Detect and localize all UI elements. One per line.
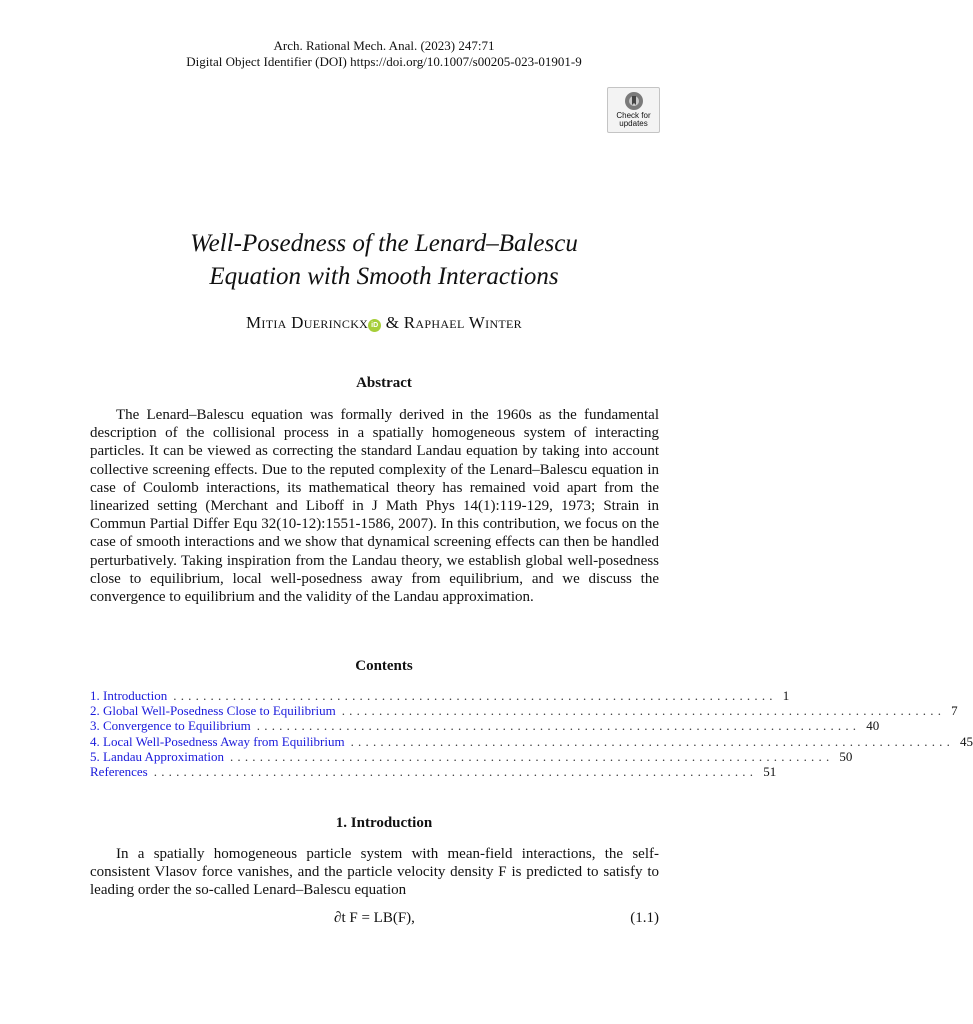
contents-heading: Contents	[355, 658, 413, 674]
author-name: Mitia Duerinckx	[246, 313, 369, 332]
bookmark-ribbon-icon	[621, 91, 647, 111]
toc-page-number: 50	[839, 748, 853, 764]
toc-leader-dots: .................................................................................	[341, 703, 946, 719]
toc-leader-dots: .................................................................................	[153, 764, 758, 780]
toc-page-number: 1	[782, 688, 790, 703]
toc-entry[interactable]	[90, 748, 853, 764]
toc-leader-dots: .................................................................................	[256, 718, 861, 734]
equation-number: (1.1)	[630, 910, 659, 926]
toc-entry[interactable]	[90, 688, 790, 703]
toc-page-number: 51	[763, 764, 777, 780]
toc-link[interactable]: 2. Global Well-Posedness Close to Equilibrium	[90, 703, 336, 719]
toc-entry[interactable]	[90, 703, 958, 719]
article-header	[0, 38, 768, 70]
toc-link[interactable]: 1. Introduction	[90, 688, 168, 703]
toc-link[interactable]: 4. Local Well-Posedness Away from Equilibrium	[90, 733, 345, 749]
equation-block	[90, 910, 659, 927]
title-line-2: Equation with Smooth Interactions	[209, 263, 559, 290]
title-line-1: Well-Posedness of the Lenard–Balescu	[190, 230, 578, 257]
equation-formula: ∂t F = LB(F),	[334, 910, 415, 926]
badge-line-1: Check for	[616, 111, 651, 120]
toc-link[interactable]: 5. Landau Approximation	[90, 748, 224, 764]
toc-leader-dots: .................................................................................	[229, 748, 834, 764]
author-list	[0, 313, 768, 333]
toc-entry[interactable]	[90, 733, 973, 749]
toc-link[interactable]: 3. Convergence to Equilibrium	[90, 718, 251, 734]
toc-leader-dots: .................................................................................	[350, 733, 955, 749]
toc-page-number: 7	[951, 703, 958, 719]
check-for-updates-badge[interactable]	[607, 87, 660, 133]
abstract-body: The Lenard–Balescu equation was formally derived in the 1960s as the fundamental description of the collisional process in a spatially homogeneous system of interacting particles. It can be viewed as correcting the standard Landau equation by taking into account collective screening effects. Due to the reputed complexity of the Lenard–Balescu equation in case of Coulomb interactions, its mathematical theory has remained void apart from the linearized setting (Merchant and Liboff in J Math Phys 14(1):119-129, 1973; Strain in Commun Partial Differ Equ 32(10-12):1551-1586, 2007). In this contribution, we focus on the case of smooth interactions and we show that dynamical screening effects can then be handled perturbatively. Taking inspiration from the Landau theory, we establish global well-posedness close to equilibrium, local well-posedness away from equilibrium, and we discuss the convergence to equilibrium and the validity of the Landau approximation.	[90, 407, 659, 606]
table-of-contents	[90, 688, 973, 780]
toc-entry[interactable]	[90, 718, 880, 734]
paper-title	[0, 227, 768, 293]
toc-page-number: 45	[960, 733, 973, 749]
journal-citation: Arch. Rational Mech. Anal. (2023) 247:71	[273, 38, 495, 53]
badge-line-2: updates	[619, 119, 648, 128]
author-separator: &	[385, 313, 400, 332]
author-name: Raphael Winter	[403, 313, 522, 332]
toc-page-number: 40	[866, 718, 880, 734]
abstract-heading: Abstract	[356, 375, 412, 391]
toc-entry[interactable]	[90, 764, 777, 780]
introduction-body: In a spatially homogeneous particle system with mean-field interactions, the self-consistent Vlasov force vanishes, and the particle velocity density F is predicted to satisfy to leading order the so-called Lenard–Balescu equation	[90, 846, 659, 899]
introduction-heading: 1. Introduction	[335, 815, 433, 831]
doi-line: Digital Object Identifier (DOI) https://doi.org/10.1007/s00205-023-01901-9	[186, 54, 582, 69]
orcid-icon[interactable]: iD	[368, 319, 381, 332]
toc-link[interactable]: References	[90, 764, 148, 780]
toc-leader-dots: .................................................................................	[173, 688, 777, 703]
